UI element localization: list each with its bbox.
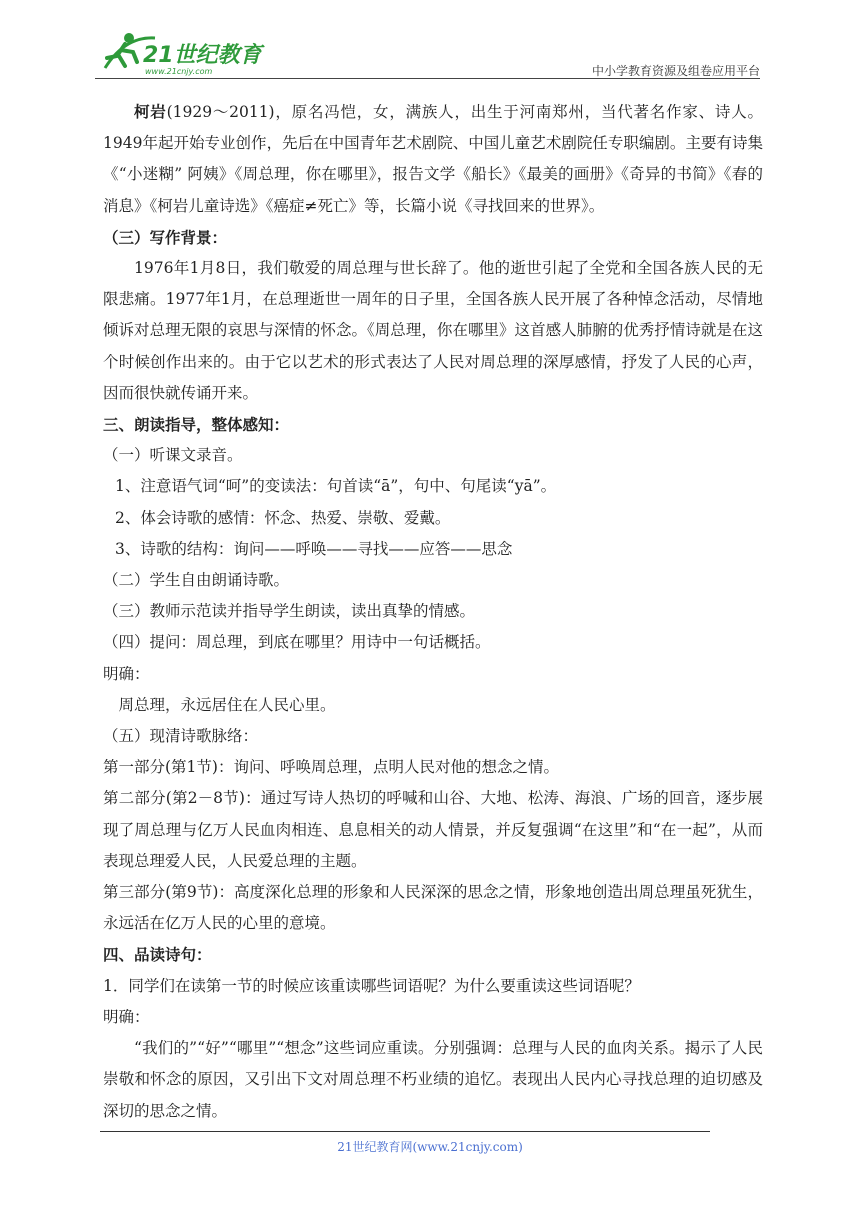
author-intro: (1929～2011)，原名冯恺，女，满族人，出生于河南郑州，当代著名作家、诗人。1949年起开始专业创作，先后在中国青年艺术剧院、中国儿童艺术剧院任专职编剧。主要有诗集《“小迷糊” 阿姨》《周总理，你在哪里》，报告文学《船长》《最美的画册》《奇异的书简》《春的消息》《柯岩儿童诗选》《癌症≠死亡》等，长篇小说《寻找回来的世界》。 [103,103,763,215]
section-4-heading: 四、品读诗句： [103,945,212,965]
document-body [103,96,763,1127]
section-3-item-3: （三）教师示范读并指导学生朗读，读出真挚的情感。 [103,602,476,621]
clarification-answer: 周总理，永远居住在人民心里。 [118,695,336,714]
site-logo[interactable] [95,28,295,76]
author-paragraph [103,96,763,222]
background-text: 1976年1月8日，我们敬爱的周总理与世长辞了。他的逝世引起了全党和全国各族人民的无限悲痛。1977年1月，在总理逝世一周年的日子里，全国各族人民开展了各种悼念活动，尽情地倾诉对总理无限的哀思与深情的怀念。《周总理，你在哪里》这首感人肺腑的优秀抒情诗就是在这个时候创作出来的。由于它以艺术的形式表达了人民对周总理的深厚感情，抒发了人民的心声，因而很快就传诵开来。 [103,259,763,402]
page-header [95,28,760,80]
poem-part-1: 第一部分(第1节)：询问、呼唤周总理，点明人民对他的想念之情。 [103,758,559,777]
svg-text:21世纪教育: 21世纪教育 [143,43,262,68]
section-3-item-1b: 2、体会诗歌的感情：怀念、热爱、崇敬、爱戴。 [115,508,451,527]
header-divider [95,78,760,79]
section-3-item-1c: 3、诗歌的结构：询问——呼唤——寻找——应答——思念 [115,539,513,558]
section-3-item-1: （一）听课文录音。 [103,446,243,465]
poem-part-3: 第三部分(第9节)：高度深化总理的形象和人民深深的思念之情，形象地创造出周总理虽死犹生，永远活在亿万人民的心里的意境。 [103,883,763,933]
author-name: 柯岩 [134,102,167,121]
question-1: 1．同学们在读第一节的时候应该重读哪些词语呢？为什么要重读这些词语呢？ [103,976,640,995]
footer-divider [100,1131,710,1132]
poem-part-2: 第二部分(第2－8节)：通过写诗人热切的呼喊和山谷、大地、松涛、海浪、广场的回音，逐步展现了周总理与亿万人民血肉相连、息息相关的动人情景，并反复强调“在这里”和“在一起”，从而表现总理爱人民，人民爱总理的主题。 [103,789,763,870]
clarification-answer-2: “我们的”“好”“哪里”“想念”这些词应重读。分别强调：总理与人民的血肉关系。揭示了人民崇敬和怀念的原因，又引出下文对周总理不朽业绩的追忆。表现出人民内心寻找总理的迫切感及深切的思念之情。 [103,1039,763,1120]
clarification-label: 明确： [103,664,150,683]
logo-runner-icon [95,28,295,78]
background-heading: （三）写作背景： [103,227,228,247]
footer-link[interactable]: 21世纪教育网(www.21cnjy.com) [337,1140,523,1154]
section-3-item-1a: 1、注意语气词“呵”的变读法：句首读“ā”，句中、句尾读“yā”。 [115,477,557,496]
section-3-item-2: （二）学生自由朗诵诗歌。 [103,571,290,590]
section-3-item-5: （五）现清诗歌脉络： [103,727,259,746]
platform-title: 中小学教育资源及组卷应用平台 [591,64,760,78]
section-3-heading: 三、朗读指导，整体感知： [103,415,290,435]
svg-text:www.21cnjy.com: www.21cnjy.com [145,67,213,76]
section-3-item-4: （四）提问：周总理，到底在哪里？用诗中一句话概括。 [103,633,491,652]
clarification-label-2: 明确： [103,1007,150,1026]
